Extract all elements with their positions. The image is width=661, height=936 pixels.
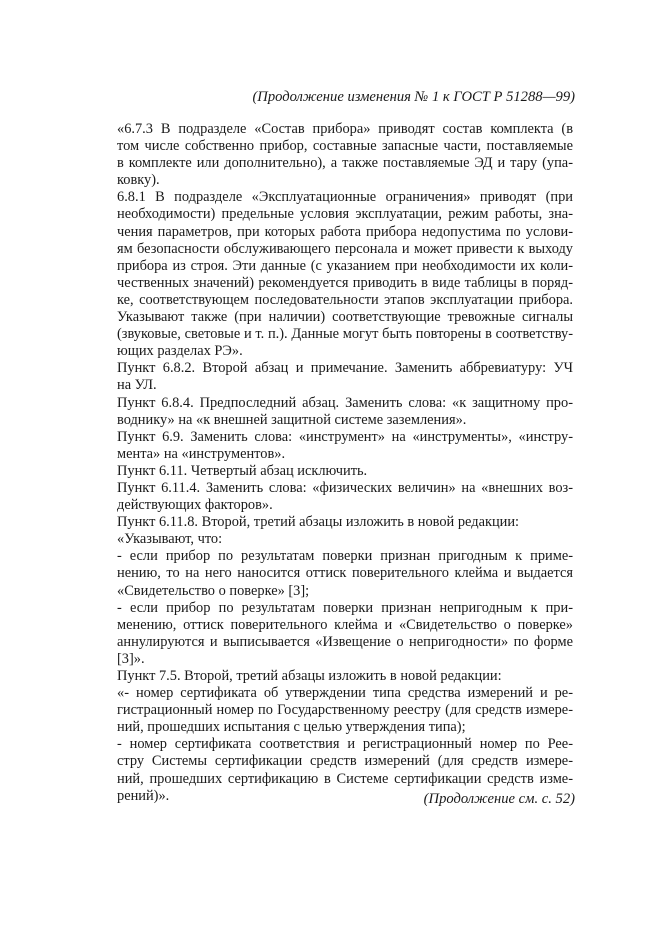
text-line: Пункт 6.8.2. Второй абзац и примечание. Заменить аббревиатуру: УЧ xyxy=(117,360,573,377)
text-line: ний, прошедших испытания с целью утверждения типа); xyxy=(117,719,466,736)
text-line: на УЛ. xyxy=(117,377,157,394)
paragraph xyxy=(95,463,573,480)
text-line: «Указывают, что: xyxy=(117,531,223,548)
text-line: Пункт 6.11.4. Заменить слова: «физических величин» на «внешних воз- xyxy=(117,479,573,496)
paragraph xyxy=(95,668,573,685)
paragraph xyxy=(95,548,573,599)
text-line: - если прибор по результатам поверки признан непригодным к при- xyxy=(117,599,573,616)
paragraph xyxy=(95,531,573,548)
paragraph xyxy=(95,514,573,531)
text-line: необходимости) предельные условия эксплуатации, режим работы, зна- xyxy=(117,206,573,223)
text-line: рений)». xyxy=(117,787,170,804)
text-line: чения параметров, при которых работа прибора недопустима по услови- xyxy=(117,223,573,240)
text-line: прибора из строя. Эти данные (с указанием при необходимости их коли- xyxy=(117,257,573,274)
text-line: ям безопасности обслуживающего персонала и может привести к выходу xyxy=(117,240,573,257)
text-line: чественных значений) рекомендуется приводить в виде таблицы в поряд- xyxy=(117,274,573,291)
paragraph xyxy=(95,121,573,189)
text-line: ковку). xyxy=(117,172,160,189)
paragraph xyxy=(95,600,573,668)
text-line: нению, то на него наносится оттиск поверительного клейма и выдается xyxy=(117,565,573,582)
text-line: действующих факторов». xyxy=(117,497,273,514)
paragraph xyxy=(95,395,573,429)
text-line: воднику» на «к внешней защитной системе заземления». xyxy=(117,411,467,428)
text-line: менению, оттиск поверительного клейма и «Свидетельство о поверке» xyxy=(117,616,573,633)
text-line: Пункт 6.8.4. Предпоследний абзац. Заменить слова: «к защитному про- xyxy=(117,394,573,411)
text-line: ке, соответствующем последовательности этапов эксплуатации прибора. xyxy=(117,291,573,308)
text-line: Пункт 6.11. Четвертый абзац исключить. xyxy=(117,462,368,479)
document-body xyxy=(95,121,573,805)
text-line: стру Системы сертификации средств измерений (для средств измере- xyxy=(117,753,573,770)
paragraph xyxy=(95,189,573,360)
text-line: [3]». xyxy=(117,650,145,667)
text-line: аннулируются и выписывается «Извещение о непригодности» по форме xyxy=(117,633,573,650)
paragraph xyxy=(95,685,573,736)
text-line: 6.8.1 В подразделе «Эксплуатационные ограничения» приводят (при xyxy=(117,189,573,206)
text-line: Указывают также (при наличии) соответствующие тревожные сигналы xyxy=(117,309,573,326)
paragraph xyxy=(95,429,573,463)
text-line: том числе собственно прибор, составные запасные части, поставляемые xyxy=(117,138,573,155)
text-line: (звуковые, световые и т. п.). Данные могут быть повторены в соответству- xyxy=(117,326,573,343)
text-line: Пункт 6.11.8. Второй, третий абзацы изложить в новой редакции: xyxy=(117,514,520,531)
text-line: «- номер сертификата об утверждении типа средства измерений и ре- xyxy=(117,685,573,702)
running-header: (Продолжение изменения № 1 к ГОСТ Р 51288—99) xyxy=(252,89,575,105)
continuation-note: (Продолжение см. с. 52) xyxy=(423,791,575,807)
text-line: гистрационный номер по Государственному реестру (для средств измере- xyxy=(117,702,573,719)
text-line: - номер сертификата соответствия и регистрационный номер по Рее- xyxy=(117,736,573,753)
text-line: Пункт 6.9. Заменить слова: «инструмент» на «инструменты», «инстру- xyxy=(117,428,573,445)
text-line: мента» на «инструментов». xyxy=(117,445,286,462)
text-line: ющих разделах РЭ». xyxy=(117,343,243,360)
paragraph xyxy=(95,360,573,394)
text-line: - если прибор по результатам поверки признан пригодным к приме- xyxy=(117,548,573,565)
text-line: «6.7.3 В подразделе «Состав прибора» приводят состав комплекта (в xyxy=(117,121,573,137)
text-line: ний, прошедших сертификацию в Системе сертификации средств изме- xyxy=(117,770,573,787)
text-line: в комплекте или дополнительно), а также поставляемые ЭД и тару (упа- xyxy=(117,155,573,172)
text-line: Пункт 7.5. Второй, третий абзацы изложить в новой редакции: xyxy=(117,668,502,684)
text-line: «Свидетельство о поверке» [3]; xyxy=(117,582,310,599)
paragraph xyxy=(95,480,573,514)
